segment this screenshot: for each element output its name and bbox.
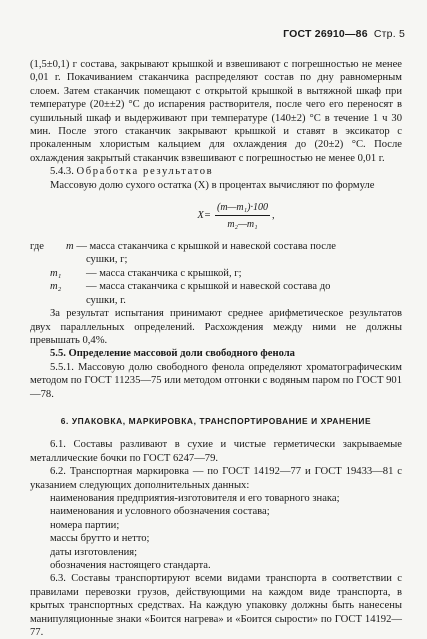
definition-text: — масса стаканчика с крышкой и навеской состава после [76, 241, 336, 253]
list-item: даты изготовления; [50, 546, 138, 558]
dry-residue-formula [70, 194, 402, 238]
page-header [283, 28, 405, 40]
definition-continuation: сушки, г. [86, 294, 126, 306]
section-title: Обработка результатов [76, 166, 214, 178]
variable-definition-row [30, 240, 402, 253]
standard-number: ГОСТ 26910—86 [283, 28, 368, 40]
definition-text: — масса стаканчика с крышкой, г; [86, 267, 242, 279]
paragraph-formula-intro: Массовую долю сухого остатка (X) в процентах вычисляют по формуле [50, 179, 375, 191]
list-item: наименования и условного обозначения состава; [50, 506, 270, 518]
paragraph-result: За результат испытания принимают среднее арифметическое результатов двух параллельных определений. Расхождения между ними не должны превышать 0,4%. [30, 308, 402, 346]
definition-continuation: сушки, г; [86, 254, 128, 266]
symbol-m2: m₂ [50, 281, 62, 293]
section-number: 5.4.3. [50, 166, 74, 178]
section-5-4-3-heading [30, 165, 402, 178]
formula-fraction [215, 201, 270, 232]
list-item: обозначения настоящего стандарта. [50, 560, 211, 571]
paragraph-6-3: 6.3. Составы транспортируют всеми видами транспорта в соответствии с правилами перевозки грузов, действующими на каждом виде транспорта, в крытых транспортных средствах. На каждую упаковку должны быть нанесены манипуляционные знаки «Боится нагрева» и «Боится сырости» по ГОСТ 14192—77. [30, 573, 402, 639]
definition-m [66, 240, 402, 253]
paragraph-6-1: 6.1. Составы разливают в сухие и чистые герметически закрываемые металлические бочки по ГОСТ 6247—79. [30, 439, 402, 464]
section-6-heading: 6. УПАКОВКА, МАРКИРОВКА, ТРАНСПОРТИРОВАНИЕ И ХРАНЕНИЕ [60, 415, 372, 426]
section-5-5-heading: 5.5. Определение массовой доли свободного фенола [50, 348, 295, 360]
list-item: номера партии; [50, 519, 120, 531]
formula-denominator: m₂—m₁ [227, 219, 258, 231]
variable-definition-row [30, 280, 402, 293]
page-number: Стр. 5 [373, 28, 405, 40]
paragraph-phenol: 5.5.1. Массовую долю свободного фенола определяют хроматографическим методом по ГОСТ 11235—75 или методом отгонки с водяным паром по ГОСТ 901—78. [30, 361, 402, 400]
formula-tail: , [271, 210, 275, 222]
list-item: наименования предприятия-изготовителя и его товарного знака; [50, 492, 340, 504]
document-body [30, 58, 402, 639]
formula-lhs: X= [197, 210, 211, 222]
where-intro: где [30, 241, 44, 253]
paragraph-6-2: 6.2. Транспортная маркировка — по ГОСТ 14192—77 и ГОСТ 19433—81 с указанием следующих дополнительных данных: [30, 466, 402, 491]
paragraph-drying-procedure: (1,5±0,1) г состава, закрывают крышкой и взвешивают с погрешностью не менее 0,01 г. Покачиванием стаканчика распределяют состав по дну равномерным слоем. Затем стаканчик помещают с открытой крышкой в вытяжной шкаф при температуре (20±±2) °С до испарения растворителя, после чего его переносят в сушильный шкаф и выдерживают при температуре (140±2) °С в течение 1 ч 30 мин. После этого стаканчик закрывают крышкой и ставят в эксикатор с прокаленным хлористым кальцием для охлаждения до (20±2) °С. После охлаждения закрытый стаканчик взвешивают с погрешностью не менее 0,01 г. [30, 59, 402, 164]
variable-definition-row [30, 267, 402, 280]
definition-text: — масса стаканчика с крышкой и навеской состава до [86, 281, 331, 293]
symbol-m1: m₁ [50, 267, 62, 279]
symbol-m: m [66, 241, 74, 253]
formula-numerator: (m—m₁)·100 [215, 201, 270, 216]
list-item: массы брутто и нетто; [50, 533, 150, 545]
